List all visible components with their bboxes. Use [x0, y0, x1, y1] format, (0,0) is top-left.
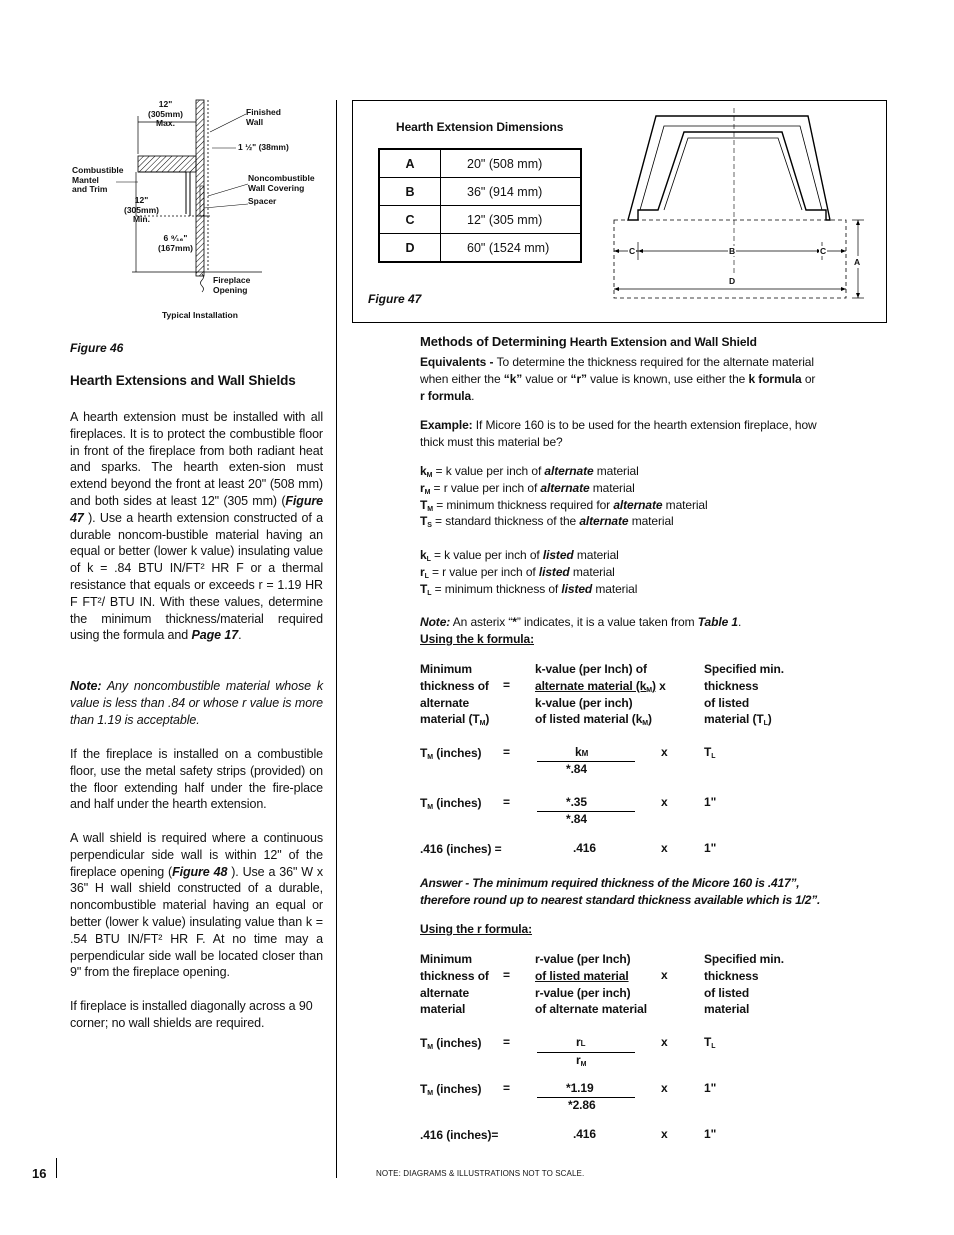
table-row: [379, 149, 581, 178]
dim-key: A: [379, 149, 441, 178]
using-k-formula-heading: Using the k formula:: [420, 632, 535, 646]
k-header-equals: =: [503, 678, 510, 692]
definition-row: $k_M = k$ value per inch of alternate material: [420, 464, 639, 479]
diagonal-paragraph: If fireplace is installed diagonally across a 90 corner; no wall shields are required.: [70, 999, 313, 1030]
typical-installation-label: Typical Installation: [162, 310, 238, 320]
k-row-1-times: x: [661, 745, 668, 759]
dim-1-5-label: 1 ½" (38mm): [238, 142, 289, 152]
table-row: [379, 234, 581, 263]
r-row-1-numerator: rL: [576, 1035, 586, 1049]
using-r-formula-heading: Using the r formula:: [420, 922, 533, 936]
r-header-col1: Minimum thickness of alternate material: [420, 952, 489, 1017]
definition-row: $r_M = r$ value per inch of alternate material: [420, 480, 635, 496]
r-row-3-rhs: 1": [704, 1127, 717, 1141]
dim-value: 36" (914 mm): [441, 178, 582, 206]
listed-definitions: [420, 547, 637, 597]
r-row-3-value: .416: [573, 1127, 596, 1141]
hearth-extensions-heading: Hearth Extensions and Wall Shields: [70, 373, 296, 388]
k-row-3-lhs: .416 (inches) =: [420, 842, 502, 856]
combustible-floor-paragraph: If the fireplace is installed on a combustible floor, use the metal safety strips (provided) on the floor extending half under the fire-place and half under the hearth extension.: [70, 747, 323, 812]
definition-row: $T_S$ = standard thickness of the alternate material: [420, 514, 674, 530]
figure-46-diagram: [62, 96, 332, 328]
wall-shield-paragraph: A wall shield is required where a continuous perpendicular side wall is within 12" of the fireplace opening (Figure 48 ). Use a 36" W x 36" H wall shield constructed of a durable, noncombustible material having an equal or better (lower k value) insulating value than k = .54 BTU IN/FT² HR F. At no time may a perpendicular side wall be located closer than 9" from the fireplace opening.: [70, 831, 323, 980]
k-row-1-numerator: kM: [575, 745, 589, 759]
r-header-col3: Specified min. thickness of listed material: [704, 952, 784, 1017]
k-row-2-rhs: 1": [704, 795, 717, 809]
k-row-2-denominator: *.84: [566, 812, 587, 826]
definition-row: $k_L = k$ value per inch of listed material: [420, 548, 619, 563]
page-17-reference[interactable]: Page 17: [191, 628, 239, 643]
r-row-3-times: x: [661, 1127, 668, 1141]
column-divider: [336, 100, 337, 1178]
k-header-col1: Minimum thickness of alternate material $(T_M)$: [420, 662, 490, 728]
k-row-3-times: x: [661, 841, 668, 855]
r-row-1-denominator: $r_M$: [576, 1053, 587, 1068]
dim-value: 60" (1524 mm): [441, 234, 582, 263]
r-row-2-rhs: 1": [704, 1081, 717, 1095]
k-row-2-lhs: $T_M$ (inches): [420, 796, 482, 811]
r-row-1-rhs: $T_L$: [704, 1035, 716, 1050]
table-row: [379, 178, 581, 206]
dim-12-min-label: 12" (305mm) Min.: [124, 195, 159, 224]
definition-row: $T_M$ = minimum thickness required for alternate material: [420, 497, 708, 513]
dim-a: A: [854, 257, 861, 267]
table-row: [379, 206, 581, 234]
equivalents-paragraph: Equivalents - To determine the thickness required for the alternate material when either the “k” value or “r” value is known, use either the k formula or r formula.: [420, 355, 816, 403]
dim-b: B: [729, 246, 736, 256]
r-row-2-numerator: *1.19: [566, 1081, 594, 1095]
definition-row: $r_L = r$ value per inch of listed material: [420, 564, 615, 580]
k-header-col3: Specified min. thickness of listed material $(T_L)$: [704, 662, 784, 728]
dim-key: B: [379, 178, 441, 206]
k-row-1-rhs: $T_L$: [704, 745, 716, 760]
asterisk-note: Note: An asterix “*” indicates, it is a value taken from Table 1.: [420, 615, 742, 629]
methods-heading: Methods of Determining Hearth Extension and Wall Shield: [420, 334, 757, 349]
r-row-2-lhs: $T_M$ (inches): [420, 1082, 482, 1097]
dim-value: 20" (508 mm): [441, 149, 582, 178]
page-number-rule: [56, 1158, 57, 1178]
r-header-col2: r-value (per Inch) of listed material r-value (per inch) of alternate material: [535, 952, 647, 1017]
fireplace-opening-label: Fireplace Opening: [213, 275, 251, 295]
r-row-1-equals: =: [503, 1035, 510, 1049]
alternate-definitions: [420, 463, 708, 530]
r-header-equals: =: [503, 968, 510, 982]
k-row-3-rhs: 1": [704, 841, 717, 855]
dim-c-left: C: [629, 246, 636, 256]
dim-6-9-16-label: 6 ⁹⁄₁₆" (167mm): [158, 233, 193, 253]
k-row-3-value: .416: [573, 841, 596, 855]
dim-12-max-label: 12" (305mm) Max.: [148, 99, 183, 128]
k-row-1-equals: =: [503, 745, 510, 759]
r-header-times: x: [661, 968, 668, 982]
r-row-1-lhs: $T_M$ (inches): [420, 1036, 482, 1051]
r-row-1-times: x: [661, 1035, 668, 1049]
k-row-2-equals: =: [503, 795, 510, 809]
k-row-1-lhs: $T_M$ (inches): [420, 746, 482, 761]
installation-drawing: [62, 96, 332, 328]
dim-value: 12" (305 mm): [441, 206, 582, 234]
scale-footnote: NOTE: DIAGRAMS & ILLUSTRATIONS NOT TO SCALE.: [376, 1169, 585, 1178]
definition-row: $T_L$ = minimum thickness of listed material: [420, 581, 638, 597]
k-row-2-times: x: [661, 795, 668, 809]
k-row-1-denominator: *.84: [566, 762, 587, 776]
noncombustible-wall-label: Noncombustible Wall Covering: [248, 173, 315, 193]
hearth-extension-drawing: [604, 108, 874, 308]
figure-47-caption: Figure 47: [368, 292, 422, 306]
k-row-2-numerator: *.35: [566, 795, 587, 809]
k-header-col2: k-value (per Inch) of alternate material $(k_M)$ x k-value (per inch) of listed material $(k_M)$: [535, 662, 666, 728]
r-row-2-equals: =: [503, 1081, 510, 1095]
combustible-mantel-label: Combustible Mantel and Trim: [72, 165, 124, 194]
r-row-3-lhs: .416 (inches)=: [420, 1128, 499, 1142]
r-row-2-times: x: [661, 1081, 668, 1095]
noncombustible-note: Note: Any noncombustible material whose k value is less than .84 or whose r value is more than 1.19 is acceptable.: [70, 679, 323, 727]
dim-key: C: [379, 206, 441, 234]
answer-text: Answer - The minimum required thickness of the Micore 160 is .417”, therefore round up to nearest standard thickness available which is 1/2”.: [420, 876, 821, 907]
spacer-label: Spacer: [248, 196, 277, 206]
dim-c-right: C: [820, 246, 827, 256]
dim-key: D: [379, 234, 441, 263]
page-number: 16: [32, 1166, 47, 1181]
figure-46-caption: Figure 46: [70, 341, 124, 355]
figure-48-reference[interactable]: Figure 48: [172, 864, 228, 879]
figure-47-reference[interactable]: Figure 47: [70, 493, 323, 525]
finished-wall-label: Finished Wall: [246, 107, 281, 127]
hearth-paragraph-1: A hearth extension must be installed with all fireplaces. It is to protect the combustible floor in front of the fireplace from both radiant heat and sparks. The hearth exten-sion must extend beyond the front at least 20" (508 mm) and both sides at least 12" (305 mm) (Figure 47 ). Use a hearth extension constructed of a durable noncom-bustible material having an equal or better (lower k value) insulating value of k = .84 BTU IN/FT² HR F or a thermal resistance that equals or exceeds r = 1.19 HR F FT²/ BTU IN. With these values, determine the minimum thickness/material required using the formula and Page 17.: [70, 410, 323, 643]
r-row-2-denominator: *2.86: [568, 1098, 596, 1112]
dim-d: D: [729, 276, 736, 286]
dimensions-table-title: Hearth Extension Dimensions: [396, 120, 564, 134]
hearth-dimensions-table: [378, 148, 582, 263]
example-paragraph: Example: If Micore 160 is to be used for the hearth extension fireplace, how thick must this material be?: [420, 418, 817, 449]
